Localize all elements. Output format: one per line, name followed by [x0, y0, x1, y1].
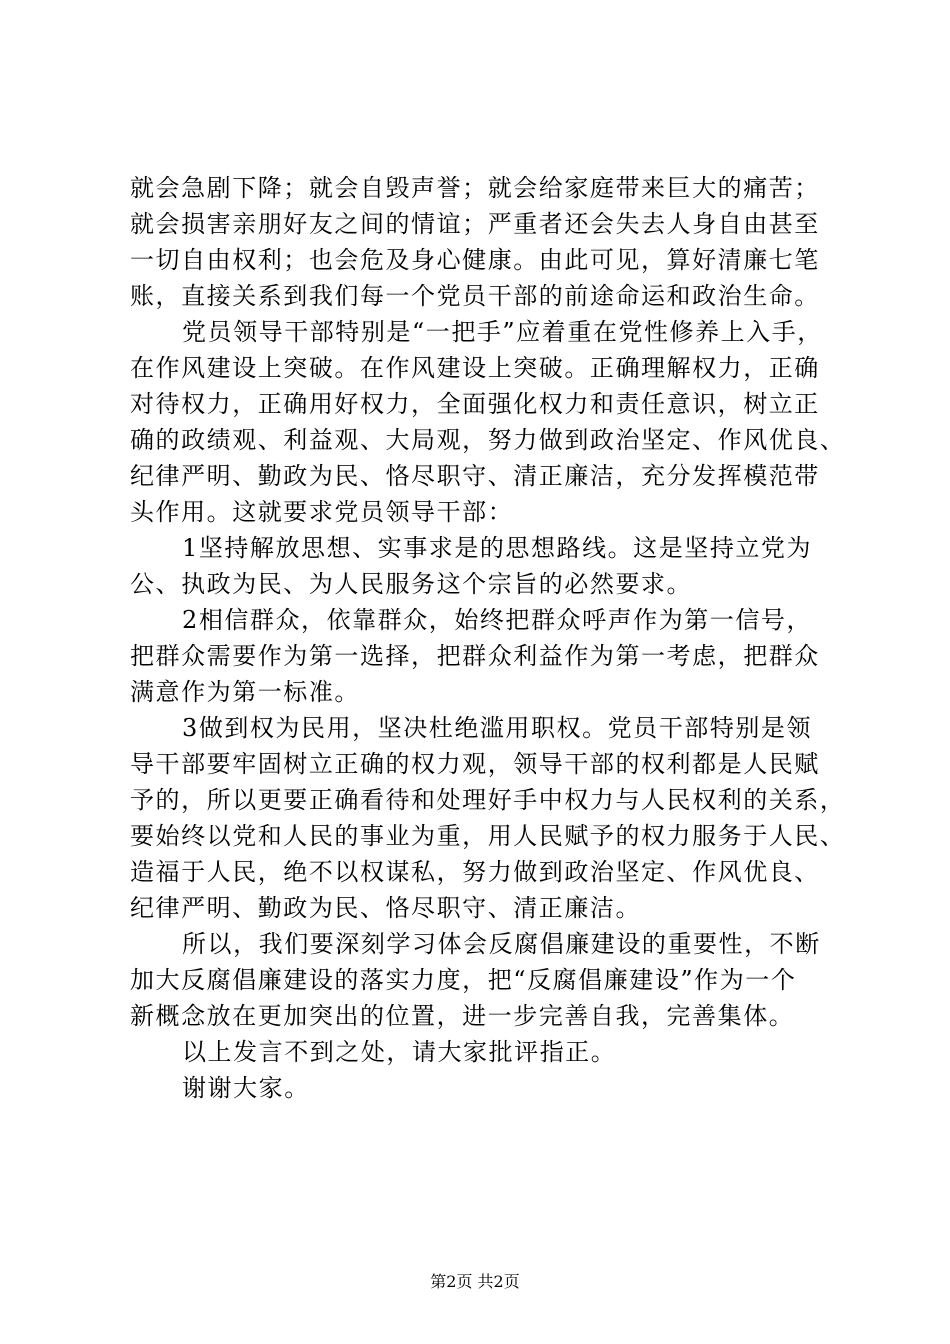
text-line: 在作风建设上突破。在作风建设上突破。正确理解权力，正确: [130, 354, 820, 382]
text-line: 把群众需要作为第一选择，把群众利益作为第一考虑，把群众: [130, 642, 820, 670]
text-line: 就会损害亲朋好友之间的情谊；严重者还会失去人身自由甚至: [130, 210, 820, 238]
document-body: [130, 170, 846, 1106]
text-line: 对待权力，正确用好权力，全面强化权力和责任意识，树立正: [130, 390, 820, 418]
text-line: 要始终以党和人民的事业为重，用人民赋予的权力服务于人民、: [130, 822, 846, 850]
text-line: 2相信群众，依靠群众，始终把群众呼声作为第一信号，: [182, 606, 813, 634]
text-line: 就会急剧下降；就会自毁声誉；就会给家庭带来巨大的痛苦；: [130, 174, 820, 202]
text-line: 头作用。这就要求党员领导干部：: [130, 498, 514, 526]
text-line: 以上发言不到之处，请大家批评指正。: [182, 1038, 617, 1066]
text-line: 一切自由权利；也会危及身心健康。由此可见，算好清廉七笔: [130, 246, 820, 274]
text-line: 加大反腐倡廉建设的落实力度，把“反腐倡廉建设”作为一个: [130, 966, 797, 994]
text-line: 予的，所以更要正确看待和处理好手中权力与人民权利的关系，: [130, 786, 846, 814]
text-line: 造福于人民，绝不以权谋私，努力做到政治坚定、作风优良、: [130, 858, 820, 886]
text-line: 账，直接关系到我们每一个党员干部的前途命运和政治生命。: [130, 282, 820, 310]
text-line: 新概念放在更加突出的位置，进一步完善自我，完善集体。: [130, 1002, 795, 1030]
text-line: 导干部要牢固树立正确的权力观，领导干部的权利都是人民赋: [130, 750, 820, 778]
text-line: 纪律严明、勤政为民、恪尽职守、清正廉洁。: [130, 894, 641, 922]
page-number-footer: 第2页 共2页: [430, 1272, 520, 1291]
text-line: 纪律严明、勤政为民、恪尽职守、清正廉洁，充分发挥模范带: [130, 462, 820, 490]
text-line: 满意作为第一标准。: [130, 678, 360, 706]
text-line: 谢谢大家。: [182, 1074, 310, 1102]
text-line: 确的政绩观、利益观、大局观，努力做到政治坚定、作风优良、: [130, 426, 846, 454]
text-line: 公、执政为民、为人民服务这个宗旨的必然要求。: [130, 570, 693, 598]
text-line: 党员领导干部特别是“一把手”应着重在党性修养上入手，: [182, 318, 823, 346]
text-line: 3做到权为民用，坚决杜绝滥用职权。党员干部特别是领: [182, 714, 813, 742]
text-line: 1坚持解放思想、实事求是的思想路线。这是坚持立党为: [182, 534, 813, 562]
text-line: 所以，我们要深刻学习体会反腐倡廉建设的重要性，不断: [182, 930, 821, 958]
